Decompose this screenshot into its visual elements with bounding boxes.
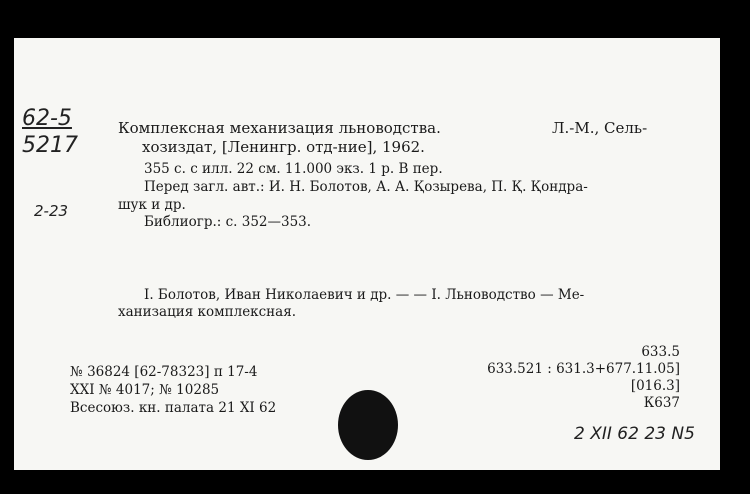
catalog-card [14, 38, 720, 470]
register-number: XXI № 4017; № 10285 [70, 382, 220, 398]
card-authors-line2: шук и др. [118, 197, 186, 213]
classification-3: [016.3] [630, 378, 680, 394]
card-title-line2: хозиздат, [Ленингр. отд-ние], 1962. [142, 138, 425, 156]
chamber-stamp: Всесоюз. кн. палата 21 XI 62 [70, 400, 277, 416]
ink-blot [338, 390, 398, 460]
card-physical-description: 355 с. с илл. 22 см. 11.000 экз. 1 р. В пер. [144, 161, 443, 177]
handwritten-bottom-note: 2 XII 62 23 N5 [574, 424, 695, 444]
accession-number: № 36824 [62-78323] п 17-4 [70, 364, 258, 380]
card-authors-line1: Перед загл. авт.: И. Н. Болотов, А. А. Қозырева, П. Қ. Қондра- [144, 179, 588, 195]
card-bibliography: Библиогр.: с. 352—353. [144, 214, 312, 230]
card-tracing-line2: ханизация комплексная. [118, 304, 297, 320]
card-publisher-place: Л.-М., Сель- [552, 119, 648, 137]
classification-4: К637 [643, 395, 680, 411]
handwritten-code-top: 62-5 [22, 106, 72, 131]
handwritten-code-bottom: 5217 [22, 133, 78, 158]
classification-2: 633.521 : 631.3+677.11.05] [487, 361, 680, 377]
card-tracing-line1: I. Болотов, Иван Николаевич и др. — — I. Льноводство — Ме- [144, 287, 585, 303]
handwritten-side-note: 2-23 [34, 202, 69, 220]
classification-1: 633.5 [641, 344, 680, 360]
card-title-line1: Комплексная механизация льноводства. [118, 119, 441, 137]
